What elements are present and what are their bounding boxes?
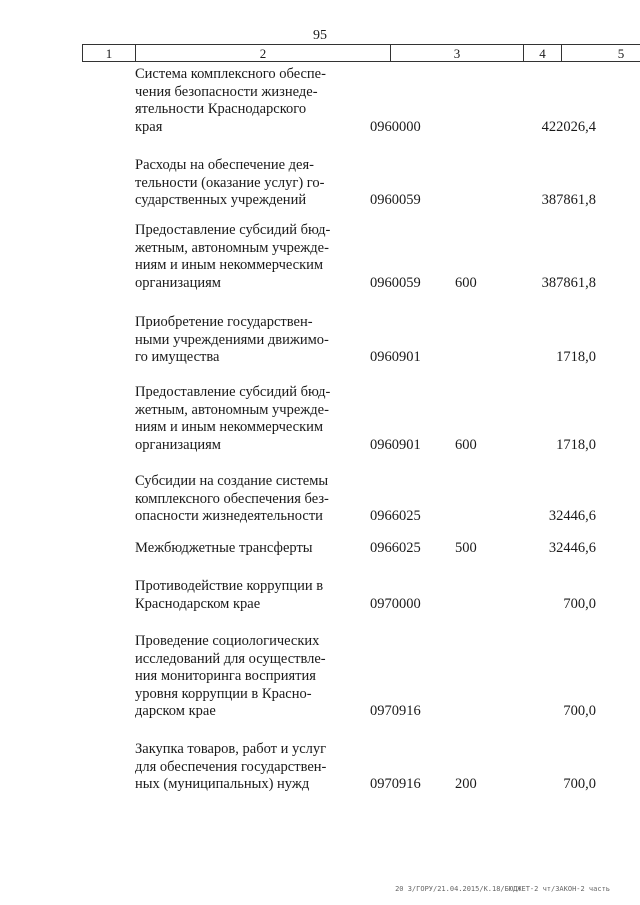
- row-amount: 32446,6: [548, 508, 596, 524]
- description-line: края: [135, 118, 163, 135]
- description-line: тельности (оказание услуг) го-: [135, 174, 325, 191]
- description-line: опасности жизнедеятельности: [135, 508, 323, 524]
- header-col-3: 3: [390, 44, 523, 62]
- row-code: 0970000: [370, 595, 421, 612]
- table-header: [82, 44, 625, 62]
- description-line: ятельности Краснодарского: [135, 101, 307, 117]
- row-code: 0970916: [370, 703, 421, 719]
- description-line: ниям и иным некоммерческим: [135, 419, 324, 435]
- row-amount: 387861,8: [541, 274, 596, 291]
- row-code: 0960901: [370, 436, 421, 453]
- description-line: ния мониторинга восприятия: [135, 668, 316, 684]
- description-line: Межбюджетные трансферты: [135, 540, 313, 556]
- description-line: Предоставление субсидий бюд-: [135, 222, 331, 238]
- row-code: 0960059: [370, 274, 421, 291]
- row-expense-type: 500: [455, 540, 477, 556]
- row-amount: 387861,8: [541, 192, 596, 208]
- row-code: 0960000: [370, 118, 421, 135]
- header-col-2: 2: [135, 44, 390, 62]
- row-amount: 32446,6: [548, 540, 596, 556]
- description-line: комплексного обеспечения без-: [135, 490, 329, 507]
- description-line: Противодействие коррупции в: [135, 578, 324, 594]
- row-description: [135, 540, 346, 558]
- description-line: дарском крае: [135, 703, 216, 719]
- row-description: [135, 633, 346, 721]
- description-line: ными учреждениями движимо-: [135, 331, 329, 348]
- description-line: для обеспечения государствен-: [135, 758, 327, 775]
- page-number: 95: [313, 28, 327, 43]
- row-description: [135, 384, 346, 454]
- description-line: ных (муниципальных) нужд: [135, 776, 310, 792]
- description-line: исследований для осуществле-: [135, 650, 326, 667]
- row-amount: 1718,0: [556, 436, 596, 453]
- header-col-4: 4: [523, 44, 561, 62]
- description-line: ниям и иным некоммерческим: [135, 257, 324, 273]
- description-line: Предоставление субсидий бюд-: [135, 384, 331, 400]
- row-amount: 1718,0: [556, 349, 596, 365]
- row-description: [135, 473, 346, 526]
- description-line: го имущества: [135, 349, 220, 365]
- footer-stamp: 20 3/ГОРУ/21.04.2015/К.18/БЮДЖЕТ-2 чт/ЗАКОН-2 часть: [395, 885, 610, 893]
- row-description: [135, 578, 346, 613]
- row-description: [135, 66, 346, 136]
- header-col-5: 5: [561, 44, 640, 62]
- row-description: [135, 741, 346, 794]
- row-description: [135, 157, 346, 210]
- description-line: жетным, автономным учрежде-: [135, 401, 329, 418]
- row-code: 0960059: [370, 192, 421, 208]
- row-amount: 700,0: [563, 703, 596, 719]
- header-col-1: 1: [82, 44, 135, 62]
- row-code: 0960901: [370, 349, 421, 365]
- row-amount: 700,0: [563, 595, 596, 612]
- description-line: Проведение социологических: [135, 633, 320, 649]
- description-line: организациям: [135, 274, 221, 291]
- description-line: организациям: [135, 436, 221, 453]
- row-amount: 422026,4: [541, 118, 596, 135]
- description-line: жетным, автономным учрежде-: [135, 239, 329, 256]
- description-line: Закупка товаров, работ и услуг: [135, 741, 327, 757]
- description-line: Краснодарском крае: [135, 595, 261, 612]
- row-code: 0966025: [370, 540, 421, 556]
- row-expense-type: 200: [455, 776, 477, 792]
- description-line: Субсидии на создание системы: [135, 473, 329, 489]
- row-description: [135, 222, 346, 292]
- description-line: чения безопасности жизнеде-: [135, 83, 318, 100]
- row-code: 0970916: [370, 776, 421, 792]
- description-line: уровня коррупции в Красно-: [135, 685, 312, 702]
- description-line: сударственных учреждений: [135, 192, 307, 208]
- row-description: [135, 314, 346, 367]
- description-line: Приобретение государствен-: [135, 314, 313, 330]
- row-expense-type: 600: [455, 436, 477, 453]
- description-line: Расходы на обеспечение дея-: [135, 157, 314, 173]
- row-expense-type: 600: [455, 274, 477, 291]
- row-code: 0966025: [370, 508, 421, 524]
- description-line: Система комплексного обеспе-: [135, 66, 326, 82]
- row-amount: 700,0: [563, 776, 596, 792]
